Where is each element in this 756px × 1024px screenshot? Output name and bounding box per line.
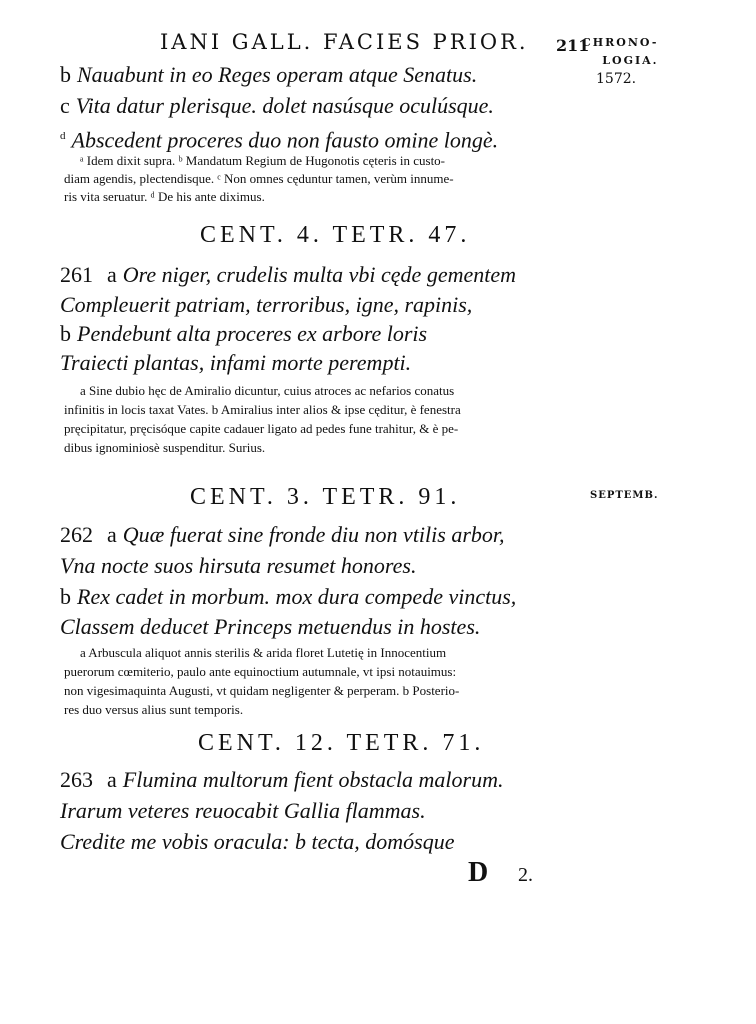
- verse-line: [60, 260, 516, 289]
- verse-line: [60, 91, 494, 120]
- verse-line: [60, 551, 416, 580]
- section-heading: CENT. 3. TETR. 91.: [190, 484, 461, 510]
- note-marker: a: [107, 767, 117, 792]
- verse-text: Vita datur plerisque. dolet nasúsque oculúsque.: [75, 93, 494, 118]
- margin-month: SEPTEMB.: [590, 490, 659, 501]
- annotation-line: non vigesimaquinta Augusti, vt quidam negligenter & perperam. b Posterio-: [64, 683, 460, 698]
- verse-line: [60, 348, 411, 377]
- signature-number: 2.: [518, 864, 533, 886]
- verse-line: [60, 796, 426, 825]
- verse-line: [60, 60, 477, 89]
- note-marker: a: [107, 262, 117, 287]
- verse-text: Flumina multorum fient obstacla malorum.: [122, 767, 504, 792]
- annotation-line: ᵃ Idem dixit supra. ᵇ Mandatum Regium de Hugonotis cęteris in custo-: [80, 153, 446, 168]
- annotation-line: pręcipitatur, pręcisóque capite cadauer ligato ad pedes fune trahitur, & è pe-: [64, 421, 459, 436]
- annotation-line: a Sine dubio hęc de Amiralio dicuntur, cuius atroces ac nefarios conatus: [80, 383, 455, 398]
- note-marker: d: [60, 130, 66, 142]
- verse-line: [60, 290, 472, 319]
- section-heading: CENT. 4. TETR. 47.: [200, 222, 471, 248]
- note-marker: b: [60, 584, 71, 609]
- entry-number: 262: [60, 522, 93, 547]
- entry-number: 261: [60, 262, 93, 287]
- margin-chrono-line2: LOGIA.: [602, 54, 659, 67]
- verse-text: Irarum veteres reuocabit Gallia flammas.: [60, 798, 426, 823]
- verse-text: Nauabunt in eo Reges operam atque Senatus.: [77, 62, 478, 87]
- signature-letter: D: [468, 857, 489, 888]
- verse-text: Traiecti plantas, infami morte perempti.: [60, 350, 412, 375]
- verse-line: [60, 520, 505, 549]
- verse-line: [60, 582, 516, 611]
- verse-text: Vna nocte suos hirsuta resumet honores.: [60, 553, 417, 578]
- annotation-line: res duo versus alius sunt temporis.: [64, 702, 244, 717]
- verse-text: Credite me vobis oracula: b tecta, domósque: [60, 829, 455, 854]
- annotation-line: puerorum cœmiterio, paulo ante equinoctium autumnale, vt ipsi notauimus:: [64, 664, 457, 679]
- verse-line: [60, 122, 498, 154]
- section-heading: CENT. 12. TETR. 71.: [198, 730, 485, 756]
- verse-text: Compleuerit patriam, terroribus, igne, rapinis,: [60, 292, 473, 317]
- verse-line: [60, 319, 427, 348]
- note-marker: a: [107, 522, 117, 547]
- running-head: IANI GALL. FACIES PRIOR.: [160, 30, 529, 54]
- margin-chrono-line1: CHRONO-: [582, 36, 659, 49]
- margin-year: 1572.: [596, 71, 637, 87]
- verse-text: Ore niger, crudelis multa vbi cęde gementem: [122, 262, 517, 287]
- folio-number: 211: [556, 36, 590, 55]
- verse-text: Abscedent proceres duo non fausto omine longè.: [71, 127, 499, 153]
- annotation-line: diam agendis, plectendisque. ᶜ Non omnes cęduntur tamen, verùm innume-: [64, 171, 454, 186]
- annotation-line: ris vita seruatur. ᵈ De his ante diximus.: [64, 189, 265, 204]
- annotation-line: a Arbuscula aliquot annis sterilis & arida floret Lutetię in Innocentium: [80, 645, 447, 660]
- note-marker: b: [60, 62, 71, 87]
- entry-number: 263: [60, 767, 93, 792]
- verse-line: [60, 612, 480, 641]
- note-marker: b: [60, 321, 71, 346]
- margin-chronologia: [582, 34, 658, 70]
- verse-line: [60, 827, 455, 856]
- note-marker: c: [60, 93, 70, 118]
- verse-text: Quæ fuerat sine fronde diu non vtilis arbor,: [122, 522, 505, 547]
- verse-text: Classem deducet Princeps metuendus in hostes.: [60, 614, 481, 639]
- annotation-line: dibus ignominiosè suspenditur. Surius.: [64, 440, 266, 455]
- annotation-line: infinitis in locis taxat Vates. b Amiralius inter alios & ipse cęditur, è fenestra: [64, 402, 461, 417]
- verse-text: Rex cadet in morbum. mox dura compede vinctus,: [77, 584, 517, 609]
- verse-text: Pendebunt alta proceres ex arbore loris: [77, 321, 428, 346]
- verse-line: [60, 765, 503, 794]
